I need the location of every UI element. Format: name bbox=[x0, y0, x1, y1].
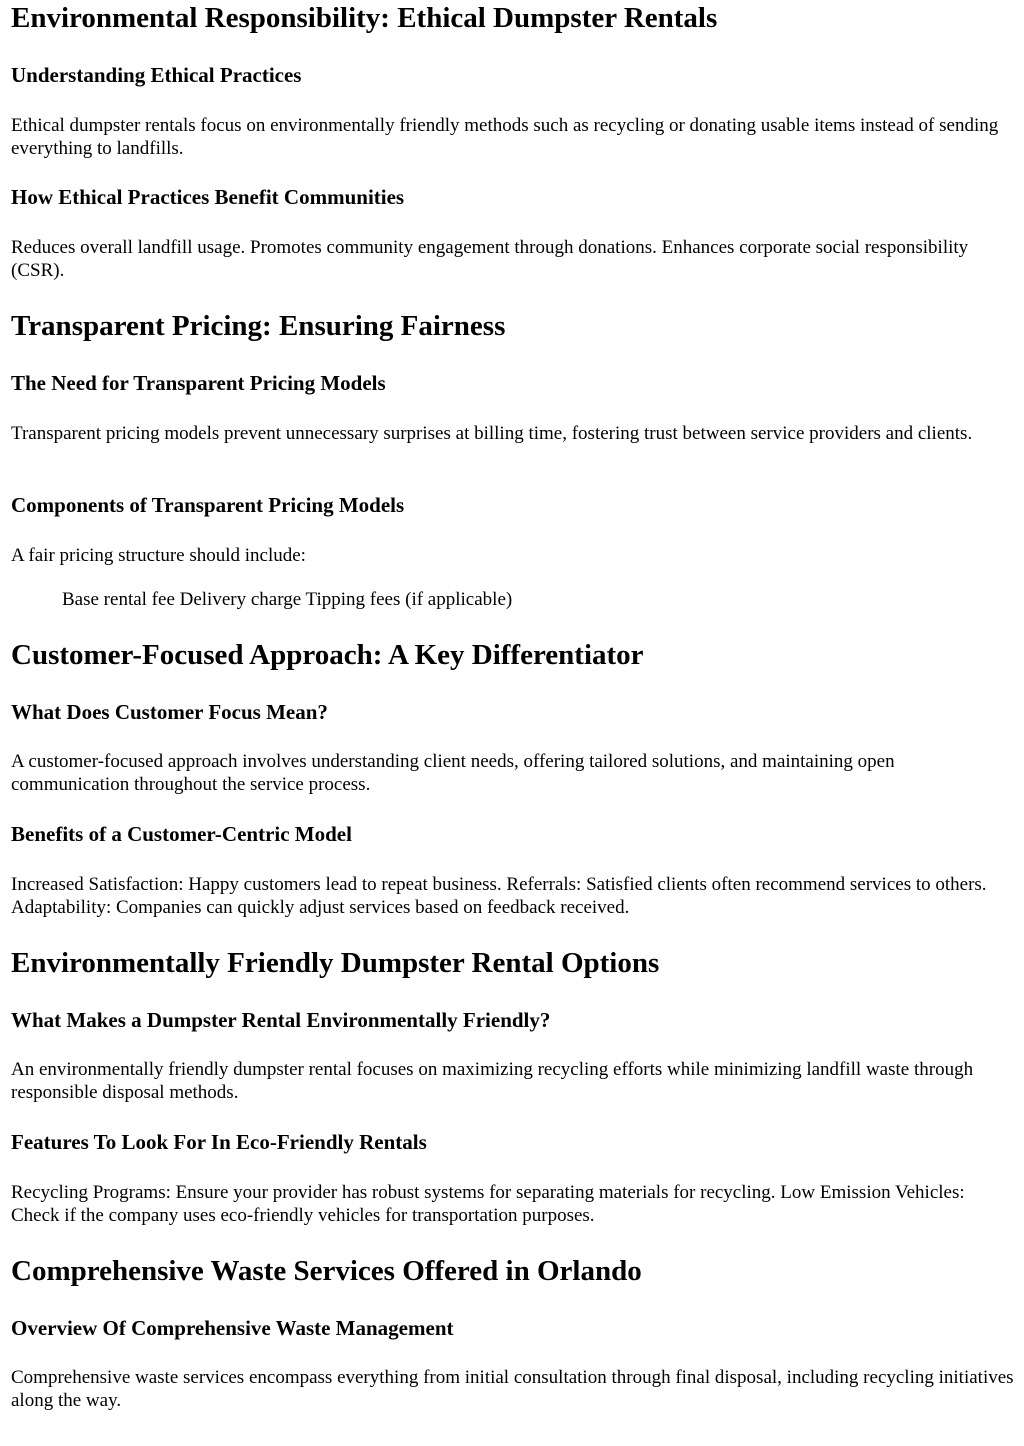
paragraph-ethical-benefits: Reduces overall landfill usage. Promotes community engagement through donations. Enhances corporate social responsibility (CSR). bbox=[11, 237, 969, 281]
paragraph-need-transparent-pricing: Transparent pricing models prevent unnecessary surprises at billing time, fostering trust between service providers and clients. bbox=[11, 423, 973, 444]
paragraph-eco-friendly-features: Recycling Programs: Ensure your provider has robust systems for separating materials for recycling. Low Emission Vehicles: Check if the company uses eco-friendly vehicles for transportation purposes. bbox=[11, 1182, 965, 1226]
subheading-waste-management-overview: Overview Of Comprehensive Waste Management bbox=[11, 1316, 454, 1340]
subheading-ethical-benefits: How Ethical Practices Benefit Communities bbox=[11, 185, 405, 209]
section-heading-transparent-pricing: Transparent Pricing: Ensuring Fairness bbox=[11, 310, 506, 342]
paragraph-eco-friendly-definition: An environmentally friendly dumpster rental focuses on maximizing recycling efforts while minimizing landfill waste through responsible disposal methods. bbox=[11, 1059, 974, 1103]
subheading-customer-centric-benefits: Benefits of a Customer-Centric Model bbox=[11, 822, 352, 846]
section-heading-eco-friendly-options: Environmentally Friendly Dumpster Rental Options bbox=[11, 947, 660, 979]
paragraph-pricing-components: A fair pricing structure should include: bbox=[11, 545, 306, 566]
subheading-understanding-ethical-practices: Understanding Ethical Practices bbox=[11, 63, 302, 87]
section-heading-comprehensive-waste: Comprehensive Waste Services Offered in Orlando bbox=[11, 1255, 642, 1287]
subheading-need-transparent-pricing: The Need for Transparent Pricing Models bbox=[11, 371, 386, 395]
subheading-eco-friendly-definition: What Makes a Dumpster Rental Environmentally Friendly? bbox=[11, 1008, 551, 1032]
section-heading-environmental-responsibility: Environmental Responsibility: Ethical Dumpster Rentals bbox=[11, 2, 718, 34]
pricing-components-list: Base rental fee Delivery charge Tipping fees (if applicable) bbox=[62, 589, 513, 610]
paragraph-waste-management-overview: Comprehensive waste services encompass everything from initial consultation through final disposal, including recycling initiatives along the way. bbox=[11, 1367, 1014, 1411]
subheading-eco-friendly-features: Features To Look For In Eco-Friendly Rentals bbox=[11, 1130, 427, 1154]
subheading-pricing-components: Components of Transparent Pricing Models bbox=[11, 493, 405, 517]
paragraph-ethical-practices: Ethical dumpster rentals focus on environmentally friendly methods such as recycling or donating usable items instead of sending everything to landfills. bbox=[11, 115, 999, 159]
paragraph-customer-focus-meaning: A customer-focused approach involves understanding client needs, offering tailored solutions, and maintaining open communication throughout the service process. bbox=[11, 751, 895, 795]
section-heading-customer-focused: Customer-Focused Approach: A Key Differentiator bbox=[11, 639, 644, 671]
subheading-customer-focus-meaning: What Does Customer Focus Mean? bbox=[11, 700, 328, 724]
paragraph-customer-centric-benefits: Increased Satisfaction: Happy customers lead to repeat business. Referrals: Satisfied clients often recommend services to others. Adaptability: Companies can quickly adjust services based on feedback received. bbox=[11, 874, 987, 918]
